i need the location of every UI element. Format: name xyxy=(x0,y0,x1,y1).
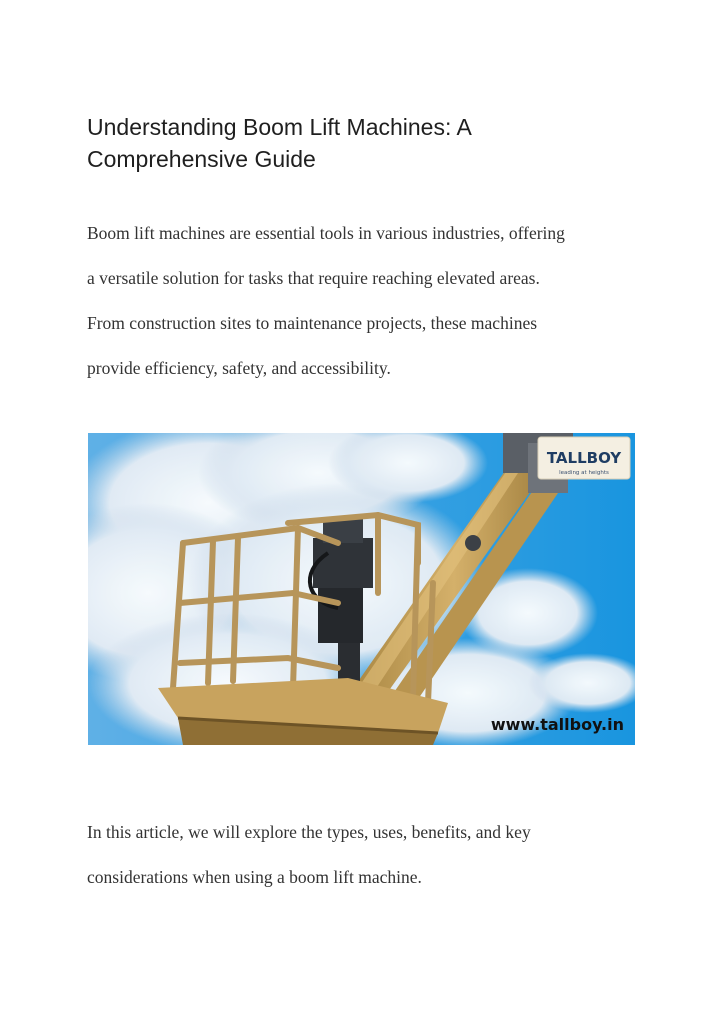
outro-paragraph xyxy=(87,810,647,900)
outro-line-2: considerations when using a boom lift machine. xyxy=(87,867,422,887)
title-line-2: Comprehensive Guide xyxy=(87,146,316,172)
title-line-1: Understanding Boom Lift Machines: A xyxy=(87,114,472,140)
intro-line-2: a versatile solution for tasks that require reaching elevated areas. xyxy=(87,268,540,288)
intro-line-4: provide efficiency, safety, and accessibility. xyxy=(87,358,391,378)
boom-lift-photo xyxy=(88,433,635,745)
outro-line-1: In this article, we will explore the types, uses, benefits, and key xyxy=(87,822,531,842)
logo-text: TALLBOY xyxy=(546,449,622,467)
intro-paragraph xyxy=(87,211,647,391)
intro-line-1: Boom lift machines are essential tools in various industries, offering xyxy=(87,223,565,243)
logo-tagline: leading at heights xyxy=(559,470,609,476)
article-title xyxy=(87,111,647,175)
tallboy-logo xyxy=(538,437,630,479)
intro-line-3: From construction sites to maintenance projects, these machines xyxy=(87,313,538,333)
watermark-url: www.tallboy.in xyxy=(490,715,624,734)
